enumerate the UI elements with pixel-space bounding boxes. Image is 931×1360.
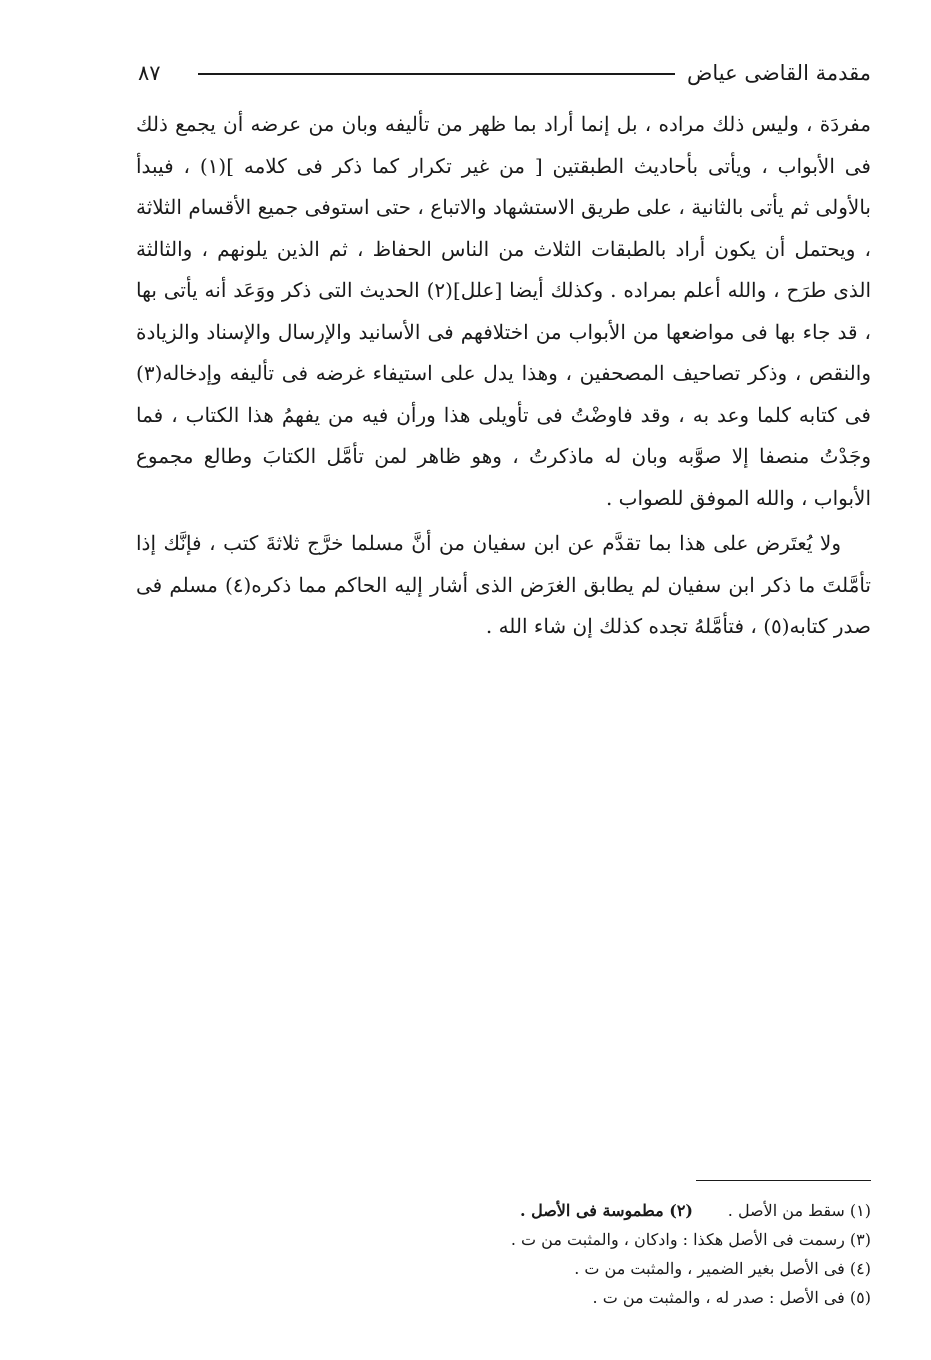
- header-rule: [198, 73, 675, 75]
- footnote-2: (٢) مطموسة فى الأصل .: [519, 1201, 693, 1220]
- paragraph-2: ولا يُعتَرض على هذا بما تقدَّم عن ابن سفيان من أنَّ مسلما خرَّج ثلاثةَ كتب ، فإنَّك إذا تأمَّلتَ ما ذكر ابن سفيان لم يطابق الغرَض الذى أشار إليه الحاكم مما ذكره(٤) مسلم فى صدر كتابه(٥) ، فتأمَّلهُ تجده كذلك إن شاء الله .: [136, 531, 871, 638]
- footnote-row: [136, 1254, 871, 1283]
- footnote-3: (٣) رسمت فى الأصل هكذا : وادكان ، والمثبت من ت .: [510, 1230, 871, 1249]
- footnote-row: [136, 1196, 871, 1225]
- main-text: [136, 104, 871, 648]
- page-number: ٨٧: [138, 61, 161, 85]
- footnote-4: (٤) فى الأصل بغير الضمير ، والمثبت من ت .: [574, 1259, 871, 1278]
- footnote-separator: [696, 1180, 871, 1181]
- footnote-row: [136, 1225, 871, 1254]
- footnote-5: (٥) فى الأصل : صدر له ، والمثبت من ت .: [592, 1288, 871, 1307]
- footnote-1: (١) سقط من الأصل .: [727, 1201, 871, 1220]
- header-title: مقدمة القاضى عياض: [687, 61, 871, 85]
- running-header: [138, 56, 871, 90]
- footnote-row: [136, 1283, 871, 1312]
- paragraph-1: مفردَة ، وليس ذلك مراده ، بل إنما أراد بما ظهر من تأليفه وبان من عرضه أن يجمع ذلك فى الأبواب ، ويأتى بأحاديث الطبقتين [ من غير تكرار كما ذكر فى كلامه ](١) ، فيبدأ بالأولى ثم يأتى بالثانية ، على طريق الاستشهاد والاتباع ، حتى استوفى جميع الأقسام الثلاثة ، ويحتمل أن يكون أراد بالطبقات الثلاث من الناس الحفاظ ، ثم الذين يلونهم ، والثالثة الذى طرَح ، والله أعلم بمراده . وكذلك أيضا [علل](٢) الحديث التى ذكر ووَعَد أنه يأتى بها ، قد جاء بها فى مواضعها من الأبواب من اختلافهم فى الأسانيد والإرسال والإسناد والزيادة والنقص ، وذكر تصاحيف المصحفين ، وهذا يدل على استيفاء غرضه فى تأليفه وإدخاله(٣) فى كتابه كلما وعد به ، وقد فاوضْتُ فى تأويلى هذا ورأن فيه من يفهمُ هذا الكتاب ، فما وجَدْتُ منصفا إلا صوَّبه وبان له ماذكرتُ ، وهو ظاهر لمن تأمَّل الكتابَ وطالع مجموع الأبواب ، والله الموفق للصواب .: [136, 112, 872, 510]
- footnotes: [136, 1196, 871, 1312]
